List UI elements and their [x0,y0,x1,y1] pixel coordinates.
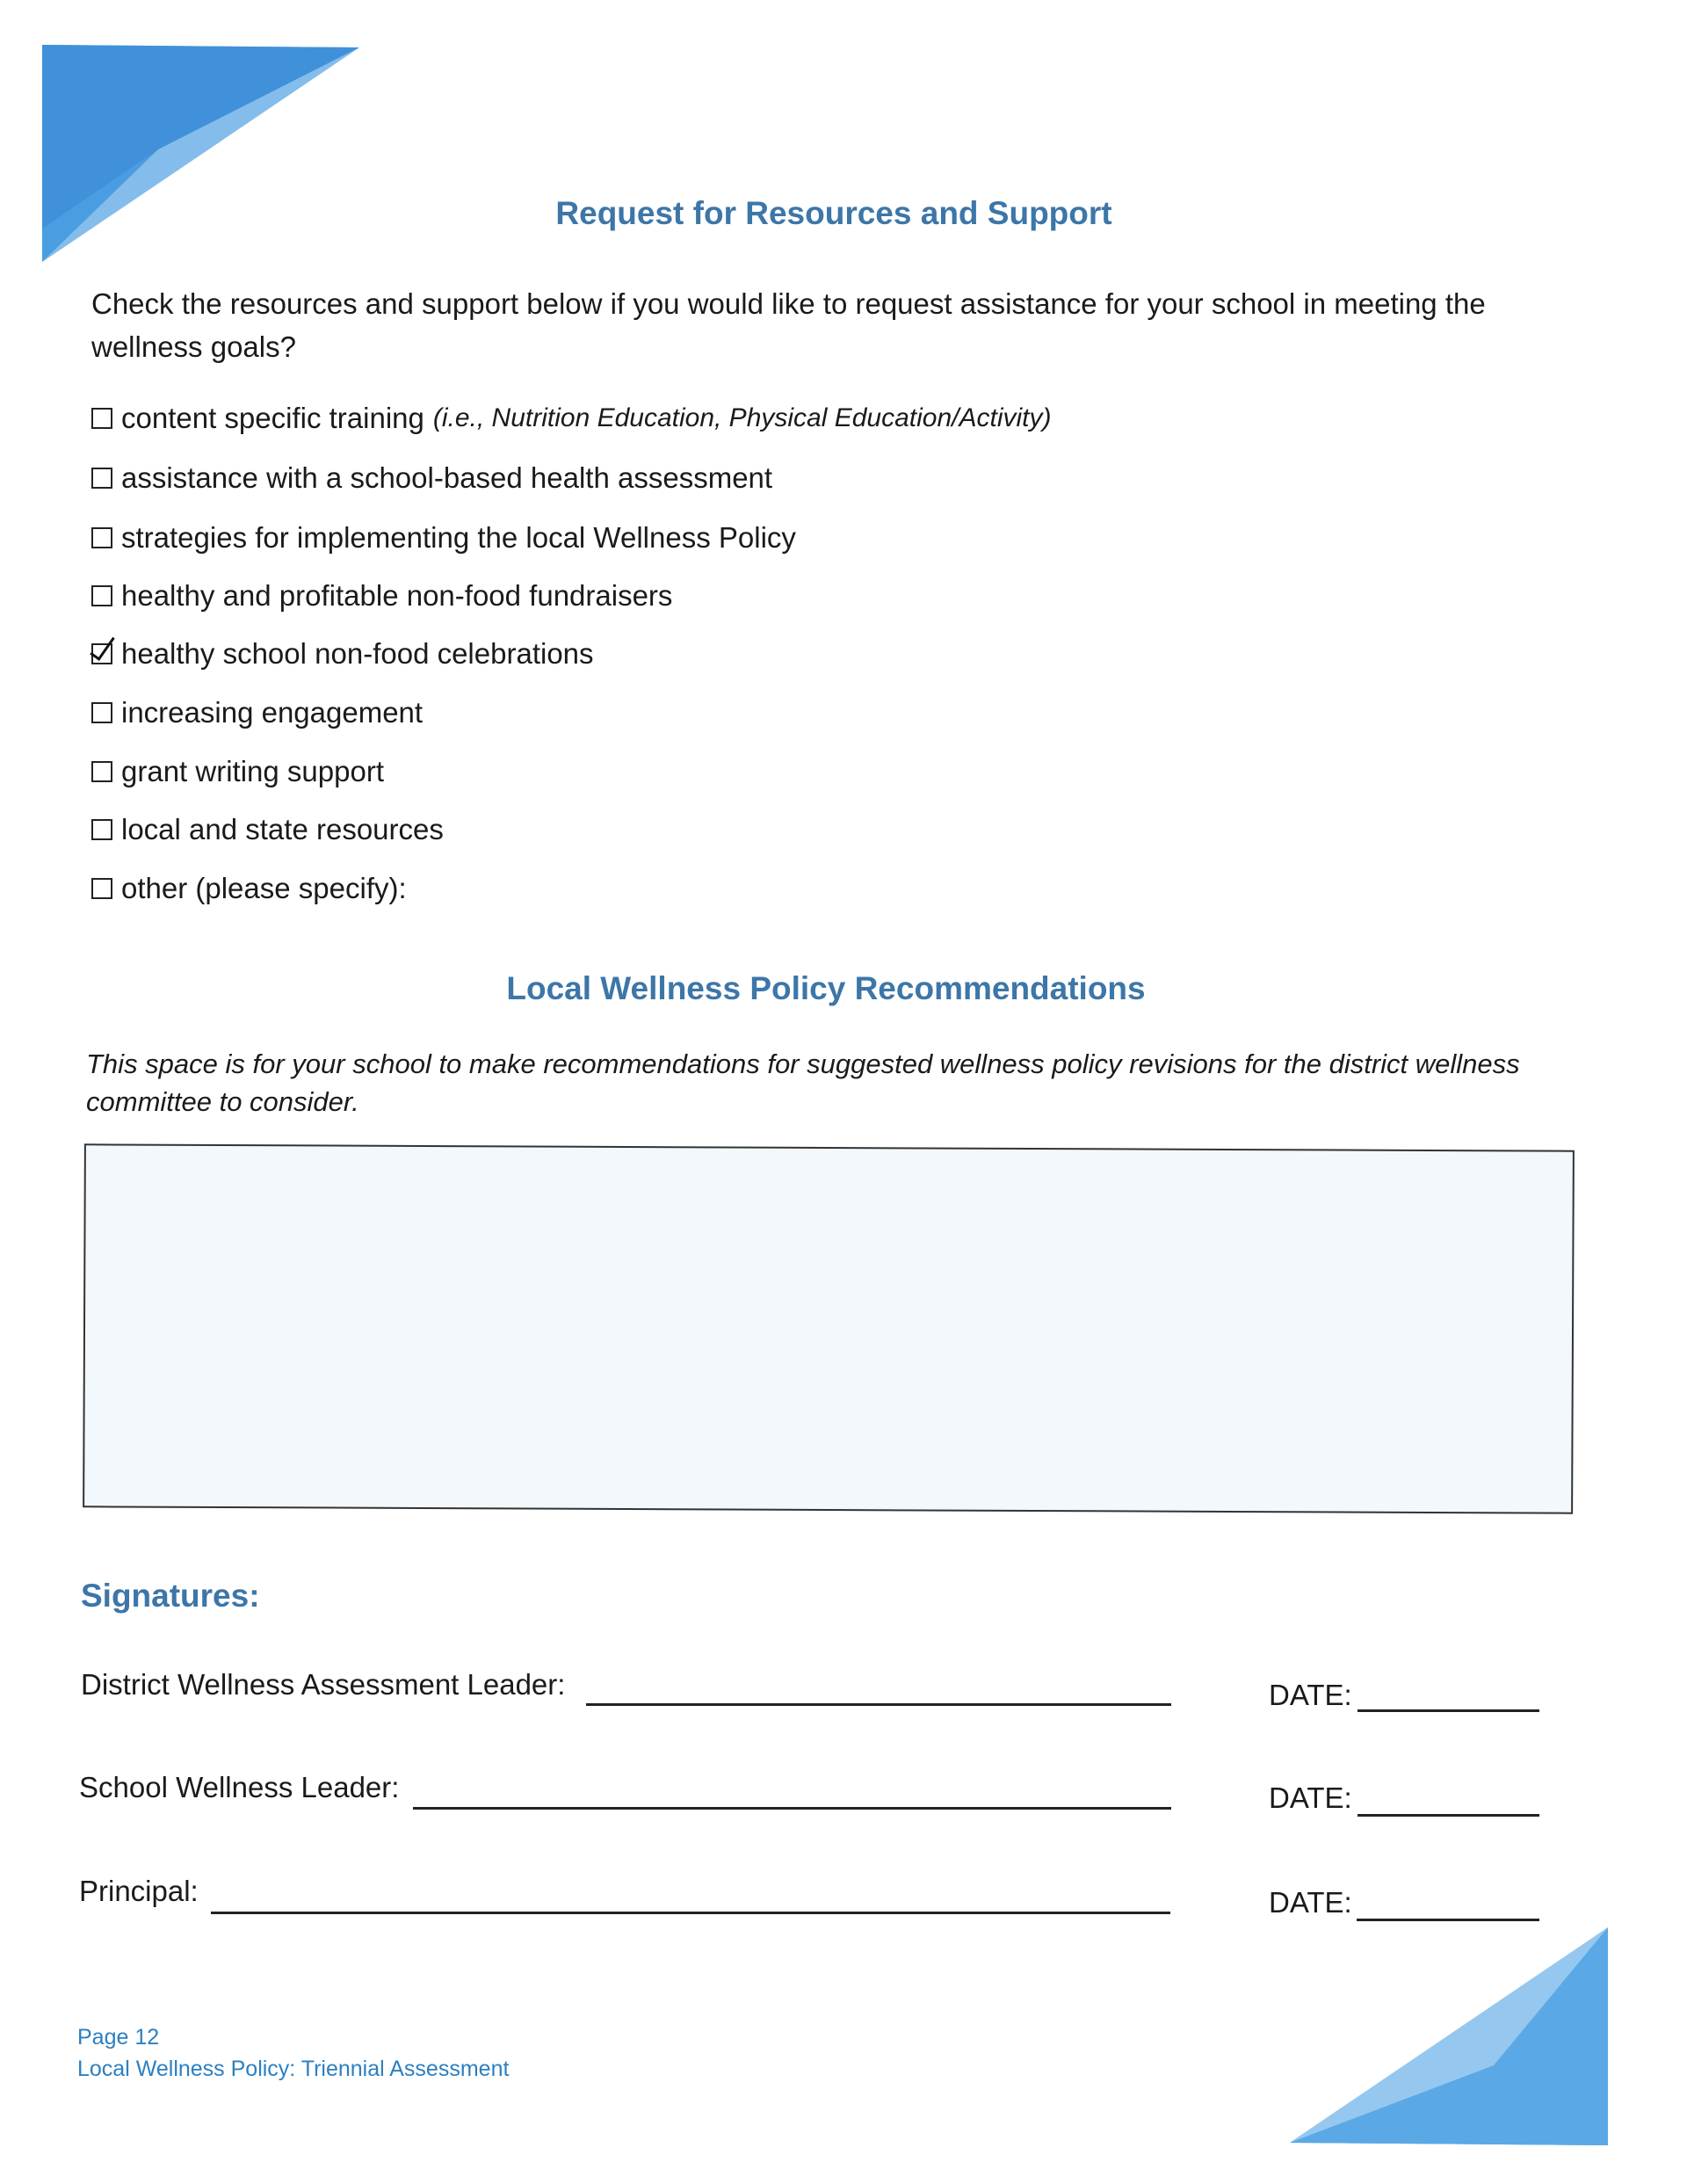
signatures-title: Signatures: [81,1578,260,1614]
checkbox[interactable] [91,878,112,899]
checkbox[interactable] [91,585,112,606]
checklist-item-label: content specific training [121,402,424,434]
checkbox[interactable] [91,408,112,429]
checkbox[interactable] [91,761,112,782]
recommendations-textarea[interactable] [83,1143,1575,1513]
checklist-item[interactable] [91,872,407,905]
footer-document-title: Local Wellness Policy: Triennial Assessment [77,2057,510,2081]
checklist-item[interactable] [91,755,384,788]
checklist-item[interactable] [91,696,423,729]
date-label: DATE: [1269,1781,1352,1814]
district-leader-label: District Wellness Assessment Leader: [81,1668,566,1701]
checklist-item-label: assistance with a school-based health assessment [121,461,773,494]
checklist-item[interactable] [91,461,772,495]
checklist-item[interactable] [91,521,796,555]
principal-date-line[interactable] [1357,1919,1539,1921]
checklist-item-label: grant writing support [121,755,384,787]
checklist-item-label: other (please specify): [121,872,407,904]
checkbox[interactable] [91,702,112,723]
checklist-item-label: healthy and profitable non-food fundraisers [121,579,673,612]
recommendations-description: This space is for your school to make recommendations for suggested wellness policy revisions for the district wellness [86,1048,1520,1079]
intro-text-cont: wellness goals? [91,330,296,363]
school-leader-label: School Wellness Leader: [79,1771,400,1803]
footer-page-number: Page 12 [77,2025,160,2050]
recommendations-description-cont: committee to consider. [86,1086,359,1117]
checkbox[interactable] [91,468,112,489]
checklist-item-label: healthy school non-food celebrations [121,637,594,670]
district-leader-date-line[interactable] [1358,1709,1539,1712]
checkbox[interactable] [91,643,112,664]
district-leader-signature-line[interactable] [586,1703,1171,1706]
checklist-item-label: increasing engagement [121,696,424,729]
checkbox[interactable] [91,527,112,548]
principal-label: Principal: [79,1875,199,1907]
date-label: DATE: [1269,1886,1352,1919]
checklist-item[interactable] [91,637,594,671]
checklist-item[interactable] [91,579,672,613]
checklist-item-note: (i.e., Nutrition Education, Physical Education/Activity) [432,403,1052,432]
section-title-resources: Request for Resources and Support [555,195,1112,231]
checklist-item[interactable] [91,402,1052,435]
checklist-item[interactable] [91,813,444,846]
intro-text: Check the resources and support below if you would like to request assistance for your school in meeting the [91,287,1486,320]
corner-decoration-bottom-right [1274,1916,1625,2162]
checkbox[interactable] [91,819,112,840]
section-title-recommendations: Local Wellness Policy Recommendations [506,970,1146,1006]
principal-signature-line[interactable] [211,1912,1170,1914]
date-label: DATE: [1269,1679,1352,1711]
school-leader-date-line[interactable] [1358,1814,1539,1817]
checklist-item-label: local and state resources [121,813,444,845]
checklist-item-label: strategies for implementing the local Wellness Policy [121,521,796,554]
corner-decoration-top-left [0,0,369,272]
school-leader-signature-line[interactable] [413,1807,1171,1810]
